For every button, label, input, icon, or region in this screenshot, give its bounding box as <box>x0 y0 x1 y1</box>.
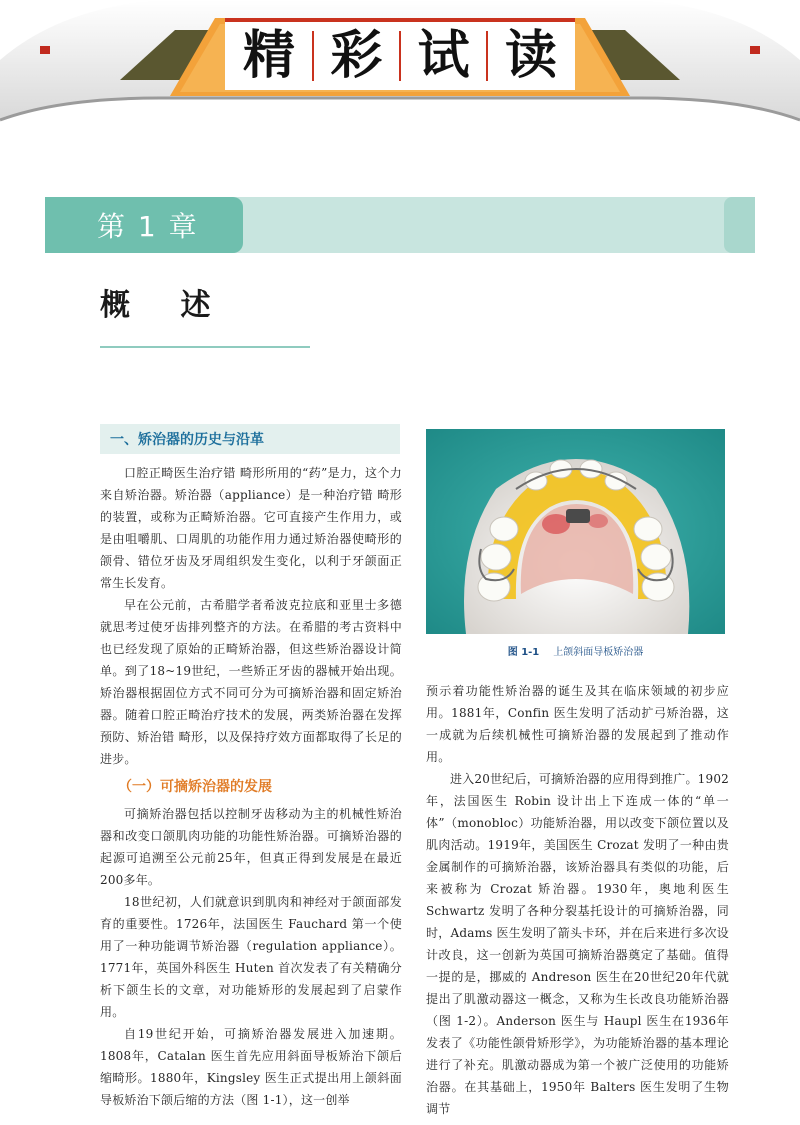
banner-char: 彩 <box>330 26 383 86</box>
figure-number: 图 1-1 <box>507 647 540 658</box>
chapter-title: 概 述 <box>100 288 231 323</box>
paragraph: 口腔正畸医生治疗错 畸形所用的“药”是力，这个力来自矫治器。矫治器（appliance）是一种治疗错 畸形的装置，或称为正畸矫治器。它可直接产生作用力，或是由咀嚼肌、口周肌的功能作用力通过矫治器使畸形的颌骨、错位牙齿及牙周组织发生变化，以利于牙颌面正常生长发育。 <box>100 466 402 590</box>
figure-caption-text: 上颌斜面导板矫治器 <box>553 647 644 658</box>
paragraph: 可摘矫治器包括以控制牙齿移动为主的机械性矫治器和改变口颌肌肉功能的功能性矫治器。可摘矫治器的起源可追溯至公元前25年，但真正得到发展是在最近200多年。 <box>100 807 402 887</box>
figure-image <box>426 429 725 634</box>
paragraph: 自19世纪开始，可摘矫治器发展进入加速期。1808年，Catalan 医生首先应用斜面导板矫治下颌后缩畸形。1880年，Kingsley 医生正式提出用上颌斜面导板矫治下颌后缩的方法（图 1-1），这一创举 <box>100 1027 402 1107</box>
banner-divider <box>312 31 314 81</box>
banner-char: 读 <box>504 26 557 86</box>
banner-divider <box>486 31 488 81</box>
banner-title <box>225 22 575 90</box>
section-heading-text: 一、矫治器的历史与沿革 <box>110 432 264 448</box>
paragraph: 18世纪初，人们就意识到肌肉和神经对于颌面部发育的重要性。1726年，法国医生 Fauchard 第一个使用了一种功能调节矫治器（regulation appliance）。1771年，英国外科医生 Huten 首次发表了有关精确分析下颌生长的文章，对功能矫形的发展起到了启蒙作用。 <box>100 895 402 1019</box>
subsection-heading: （一）可摘矫治器的发展 <box>118 779 272 795</box>
chapter-tab <box>45 197 243 253</box>
chapter-label: 第 1 章 <box>97 210 199 243</box>
chapter-bar-end <box>724 197 755 253</box>
paragraph: 进入20世纪后，可摘矫治器的应用得到推广。1902年，法国医生 Robin 设计出上下连成一体的“单一体”（monobloc）功能矫治器，用以改变下颌位置以及肌肉活动。1919年，美国医生 Crozat 发明了一种由贵金属制作的可摘矫治器，该矫治器具有类似的功能，后来被称为 Crozat 矫治器。1930年，奥地利医生 Schwartz 发明了各种分裂基托设计的可摘矫治器，同时，Adams 医生发明了箭头卡环，并在后来进行多次设计改良，这一创新为英国可摘矫治器奠定了基础。值得一提的是，挪威的 Andreson 医生在20世纪20年代就提出了肌激动器这一概念，又称为生长改良功能矫治器（图 1-2）。Anderson 医生与 Haupl 医生在1936年发表了《功能性颌骨矫形学》，为功能矫治器的基本理论进行了补充。肌激动器成为第一个被广泛使用的功能矫治器。在其基础上，1950年 Balters 医生发明了生物调节 <box>426 772 729 1116</box>
figure-caption <box>426 643 725 658</box>
section-heading <box>100 424 400 454</box>
title-underline <box>100 346 310 348</box>
top-banner <box>0 0 800 130</box>
banner-char: 试 <box>417 26 470 86</box>
dental-appliance-photo <box>426 429 725 634</box>
banner-char: 精 <box>243 26 296 86</box>
paragraph: 早在公元前，古希腊学者希波克拉底和亚里士多德就思考过使牙齿排列整齐的方法。在希腊的考古资料中也已经发现了原始的正畸矫治器，但这些矫治器设计简单。到了18~19世纪，一些矫正牙齿的器械开始出现。矫治器根据固位方式不同可分为可摘矫治器和固定矫治器。随着口腔正畸治疗技术的发展，两类矫治器在发挥预防、矫治错 畸形，以及保持疗效方面都取得了长足的进步。 <box>100 598 402 766</box>
banner-divider <box>399 31 401 81</box>
paragraph: 预示着功能性矫治器的诞生及其在临床领域的初步应用。1881年，Confin 医生发明了活动扩弓矫治器，这一成就为后续机械性可摘矫治器的发展起到了推动作用。 <box>426 684 729 764</box>
